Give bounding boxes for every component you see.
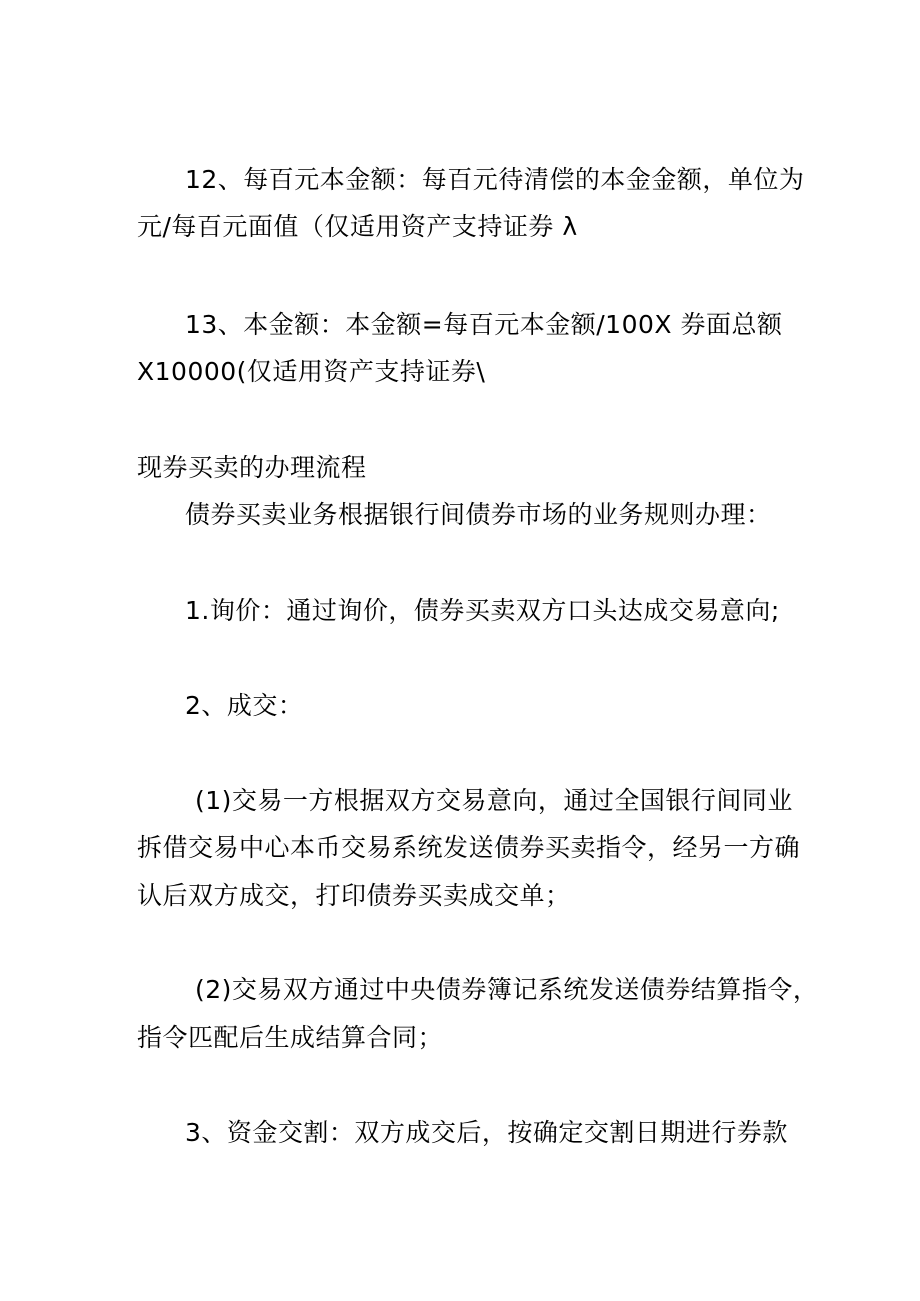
- sub-1-line-1: (1)交易一方根据双方交易意向，通过全国银行间同业: [195, 786, 793, 815]
- item-13-line-1: 13、本金额：本金额=每百元本金额/100X 券面总额: [185, 310, 783, 339]
- step-3-settlement: 3、资金交割：双方成交后，按确定交割日期进行券款: [185, 1118, 788, 1147]
- intro-paragraph: 债券买卖业务根据银行间债券市场的业务规则办理：: [185, 500, 772, 529]
- item-12-line-1: 12、每百元本金额：每百元待清偿的本金金额，单位为: [185, 165, 805, 194]
- item-13-line-2: X10000(仅适用资产支持证券\: [137, 357, 486, 386]
- sub-1-line-2: 拆借交易中心本币交易系统发送债券买卖指令，经另一方确: [137, 833, 801, 862]
- sub-2-line-2: 指令匹配后生成结算合同；: [137, 1023, 444, 1052]
- sub-1-line-3: 认后双方成交，打印债券买卖成交单；: [137, 881, 571, 910]
- step-1-inquiry: 1.询价：通过询价，债券买卖双方口头达成交易意向;: [185, 596, 780, 625]
- section-heading: 现券买卖的办理流程: [137, 453, 367, 482]
- step-2-deal: 2、成交：: [185, 691, 304, 720]
- sub-2-line-1: (2)交易双方通过中央债券簿记系统发送债券结算指令，: [195, 975, 819, 1004]
- item-12-line-2: 元/每百元面值（仅适用资产支持证券 λ: [137, 212, 578, 241]
